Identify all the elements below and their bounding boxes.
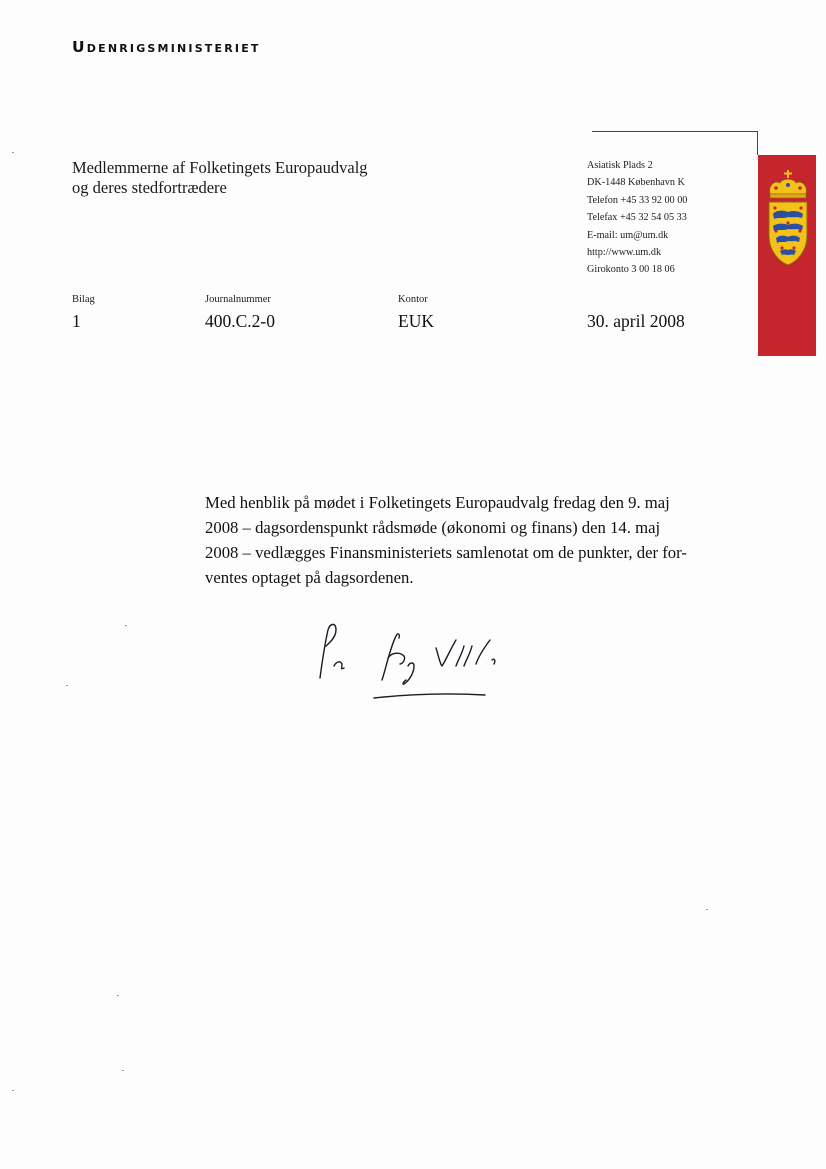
scan-speck <box>706 909 708 910</box>
scan-speck <box>12 152 14 153</box>
address-email: E-mail: um@um.dk <box>587 229 669 241</box>
ministry-header: Udenrigsministeriet <box>72 38 261 56</box>
recipient-block <box>72 158 368 198</box>
recipient-line-1: Medlemmerne af Folketingets Europaudvalg <box>72 158 368 177</box>
scan-speck <box>117 995 119 996</box>
address-street: Asiatisk Plads 2 <box>587 160 653 171</box>
scan-speck <box>125 625 127 626</box>
scan-speck <box>12 1090 14 1091</box>
shield-icon <box>769 202 807 265</box>
journal-label: Journalnummer <box>205 294 271 305</box>
crown-icon <box>770 170 807 198</box>
body-line-1: Med henblik på mødet i Folketingets Europaudvalg fredag den 9. maj <box>205 493 670 512</box>
address-giro: Girokonto 3 00 18 06 <box>587 264 675 276</box>
address-rule <box>592 131 758 132</box>
body-line-4: ventes optaget på dagsordenen. <box>205 568 414 587</box>
signature-icon <box>300 608 530 712</box>
scan-speck <box>66 685 68 686</box>
bilag-label: Bilag <box>72 294 95 305</box>
scan-speck <box>122 1070 124 1071</box>
body-line-2: 2008 – dagsordenspunkt rådsmøde (økonomi og finans) den 14. maj <box>205 518 661 537</box>
letter-date: 30. april 2008 <box>587 311 685 331</box>
kontor-label: Kontor <box>398 294 428 305</box>
address-block <box>587 157 687 279</box>
address-web: http://www.um.dk <box>587 247 662 259</box>
address-city: DK-1448 København K <box>587 177 685 189</box>
address-rule-vertical <box>757 131 758 155</box>
address-fax: Telefax +45 32 54 05 33 <box>587 212 687 224</box>
journal-value: 400.C.2-0 <box>205 311 275 331</box>
bilag-value: 1 <box>72 311 81 331</box>
address-phone: Telefon +45 33 92 00 00 <box>587 194 688 206</box>
crest-icon <box>762 168 814 268</box>
recipient-line-2: og deres stedfortrædere <box>72 178 227 197</box>
body-line-3: 2008 – vedlægges Finansministeriets samlenotat om de punkter, der for- <box>205 543 687 562</box>
body-paragraph <box>205 490 725 590</box>
kontor-value: EUK <box>398 311 434 331</box>
